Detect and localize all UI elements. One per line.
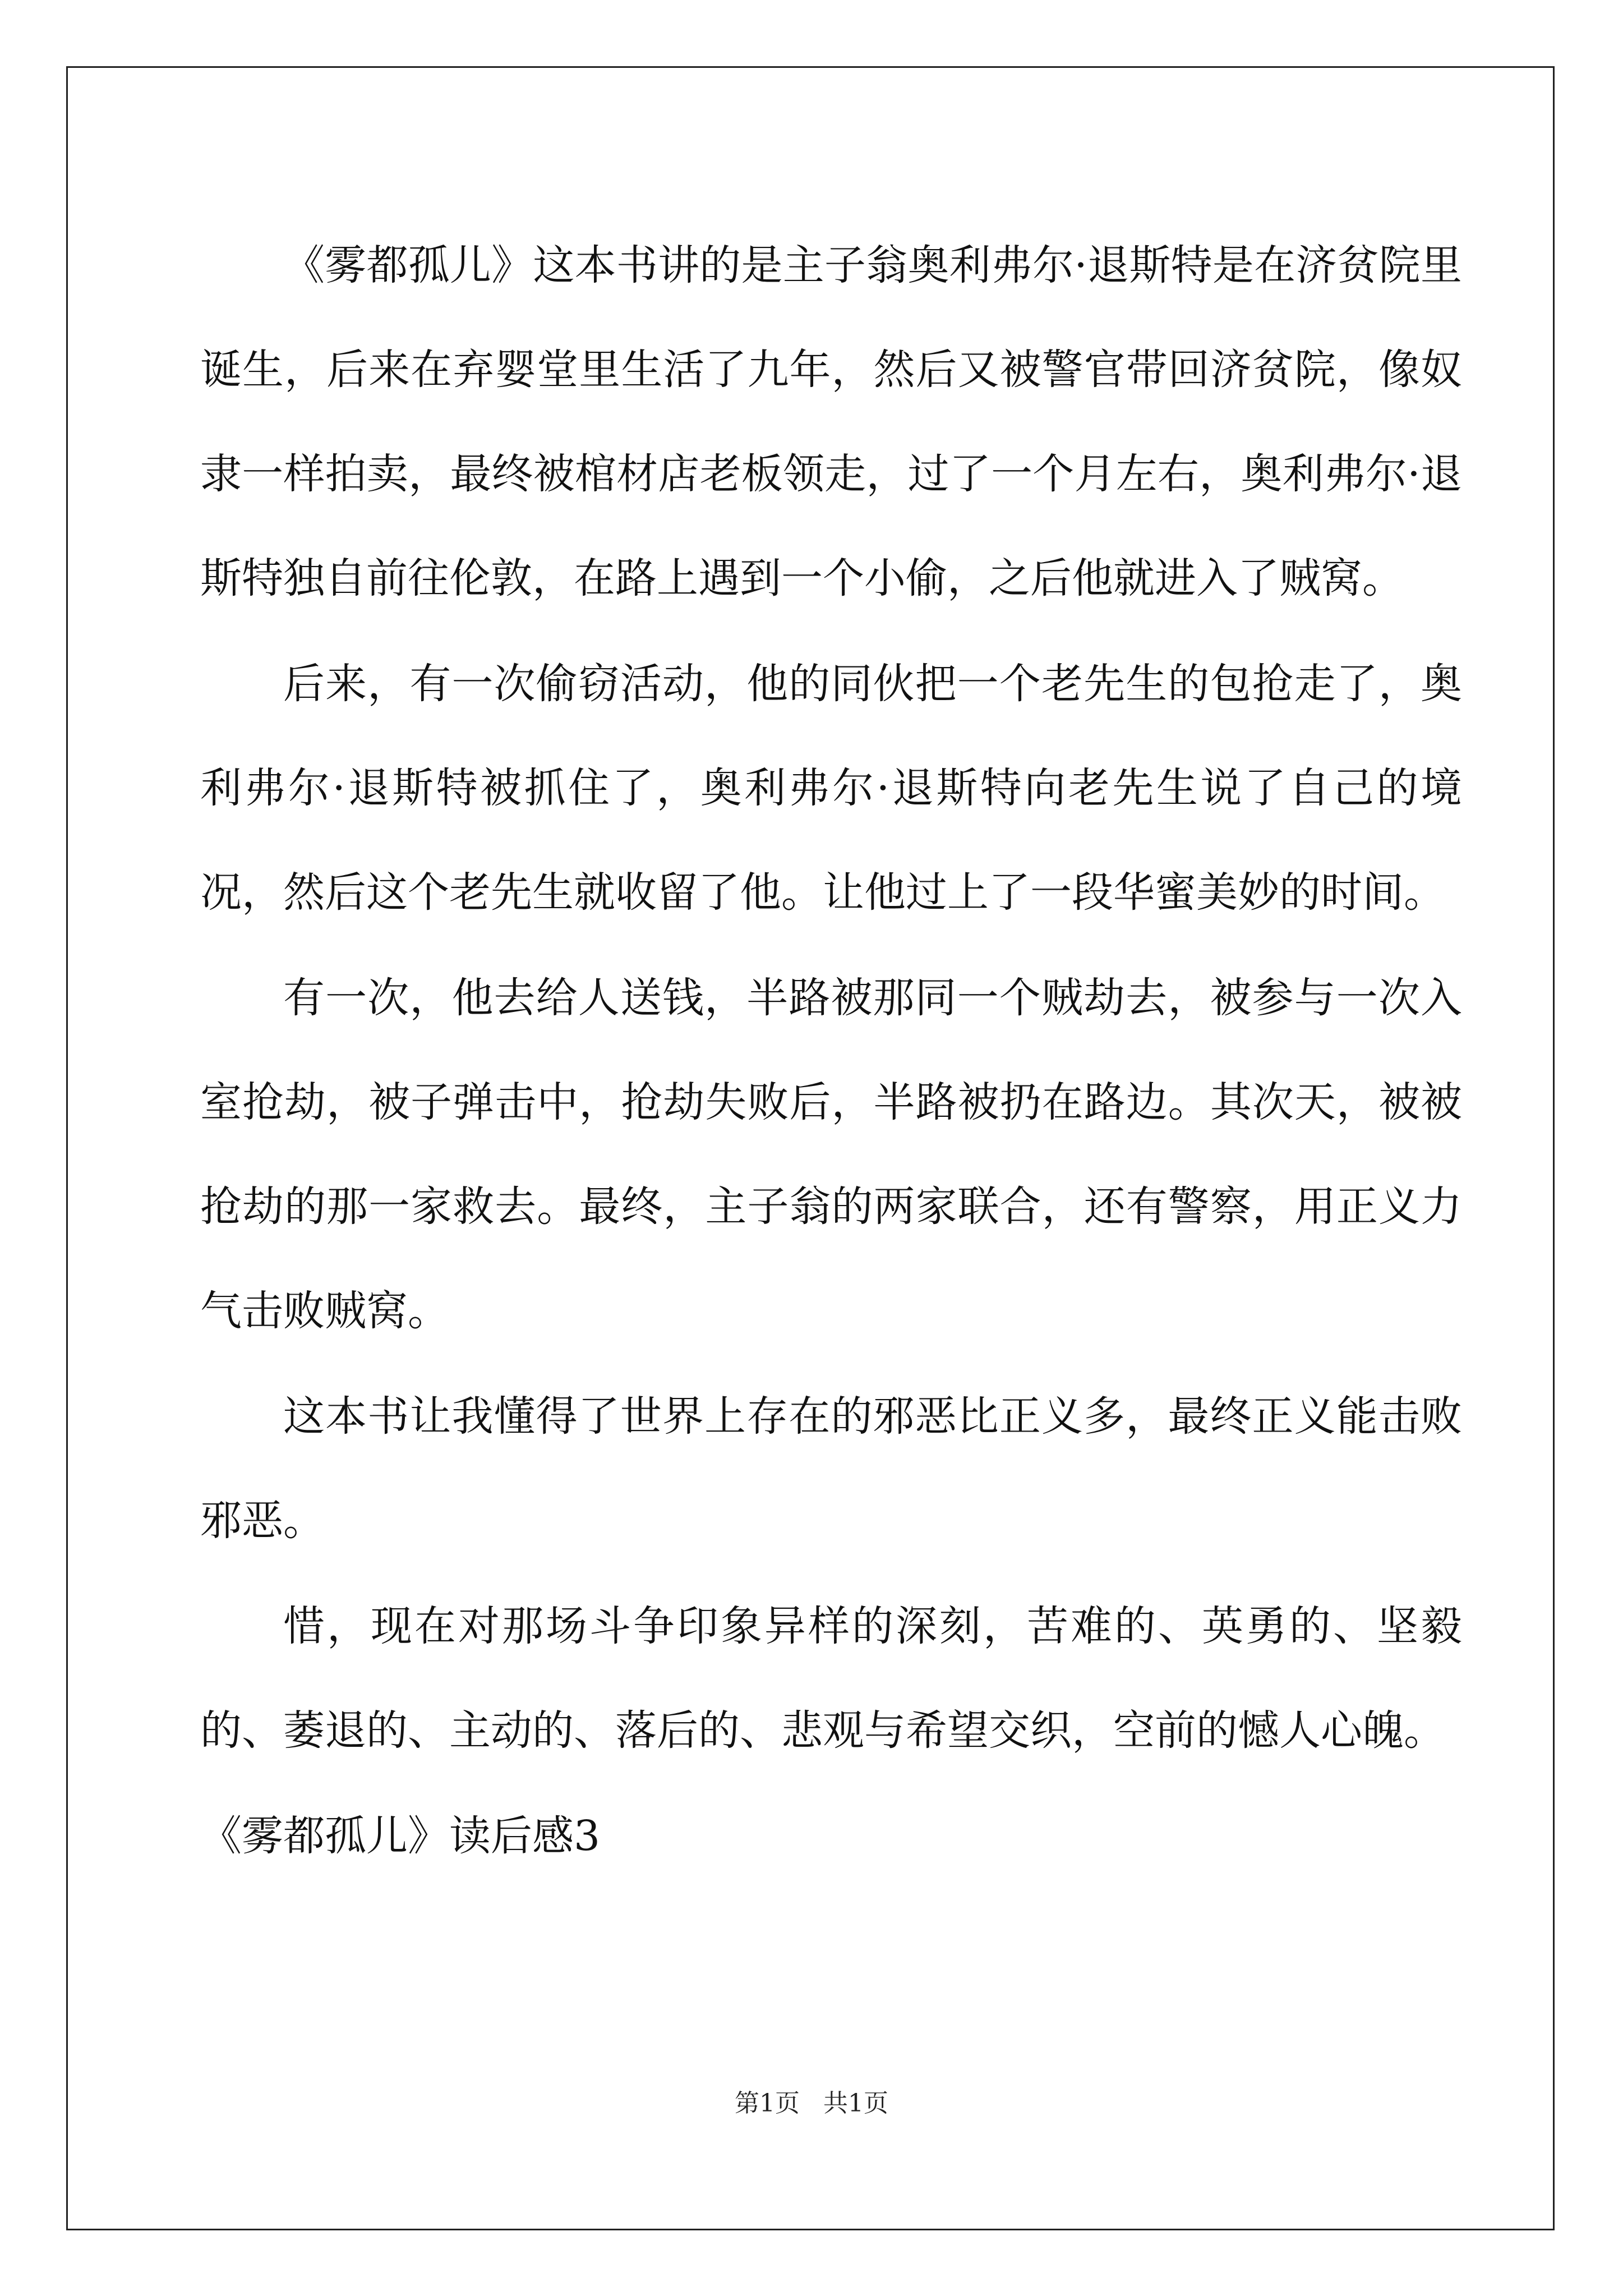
page-footer: [0, 2087, 1623, 2120]
paragraph-5: 惜，现在对那场斗争印象异样的深刻，苦难的、英勇的、坚毅的、萎退的、主动的、落后的、悲观与希望交织，空前的憾人心魄。: [200, 1602, 1462, 1755]
paragraph-4: 这本书让我懂得了世界上存在的邪恶比正义多，最终正义能击败邪恶。: [200, 1392, 1462, 1545]
paragraph-3: 有一次，他去给人送钱，半路被那同一个贼劫去，被参与一次入室抢劫，被子弹击中，抢劫失败后，半路被扔在路边。其次天，被被抢劫的那一家救去。最终，主子翁的两家联合，还有警察，用正义力气击败贼窝。: [200, 974, 1462, 1335]
page-number: 第1页: [735, 2089, 800, 2118]
document-body: [200, 213, 1462, 1888]
section-subtitle: 《雾都孤儿》读后感3: [200, 1812, 601, 1860]
paragraph-2: 后来，有一次偷窃活动，他的同伙把一个老先生的包抢走了，奥利弗尔·退斯特被抓住了，奥利弗尔·退斯特向老先生说了自己的境况，然后这个老先生就收留了他。让他过上了一段华蜜美妙的时间。: [200, 660, 1462, 917]
paragraph-1: 《雾都孤儿》这本书讲的是主子翁奥利弗尔·退斯特是在济贫院里诞生，后来在弃婴堂里生活了九年，然后又被警官带回济贫院，像奴隶一样拍卖，最终被棺材店老板领走，过了一个月左右，奥利弗尔·退斯特独自前往伦敦，在路上遇到一个小偷，之后他就进入了贼窝。: [200, 241, 1462, 602]
page-total: 共1页: [823, 2089, 888, 2118]
